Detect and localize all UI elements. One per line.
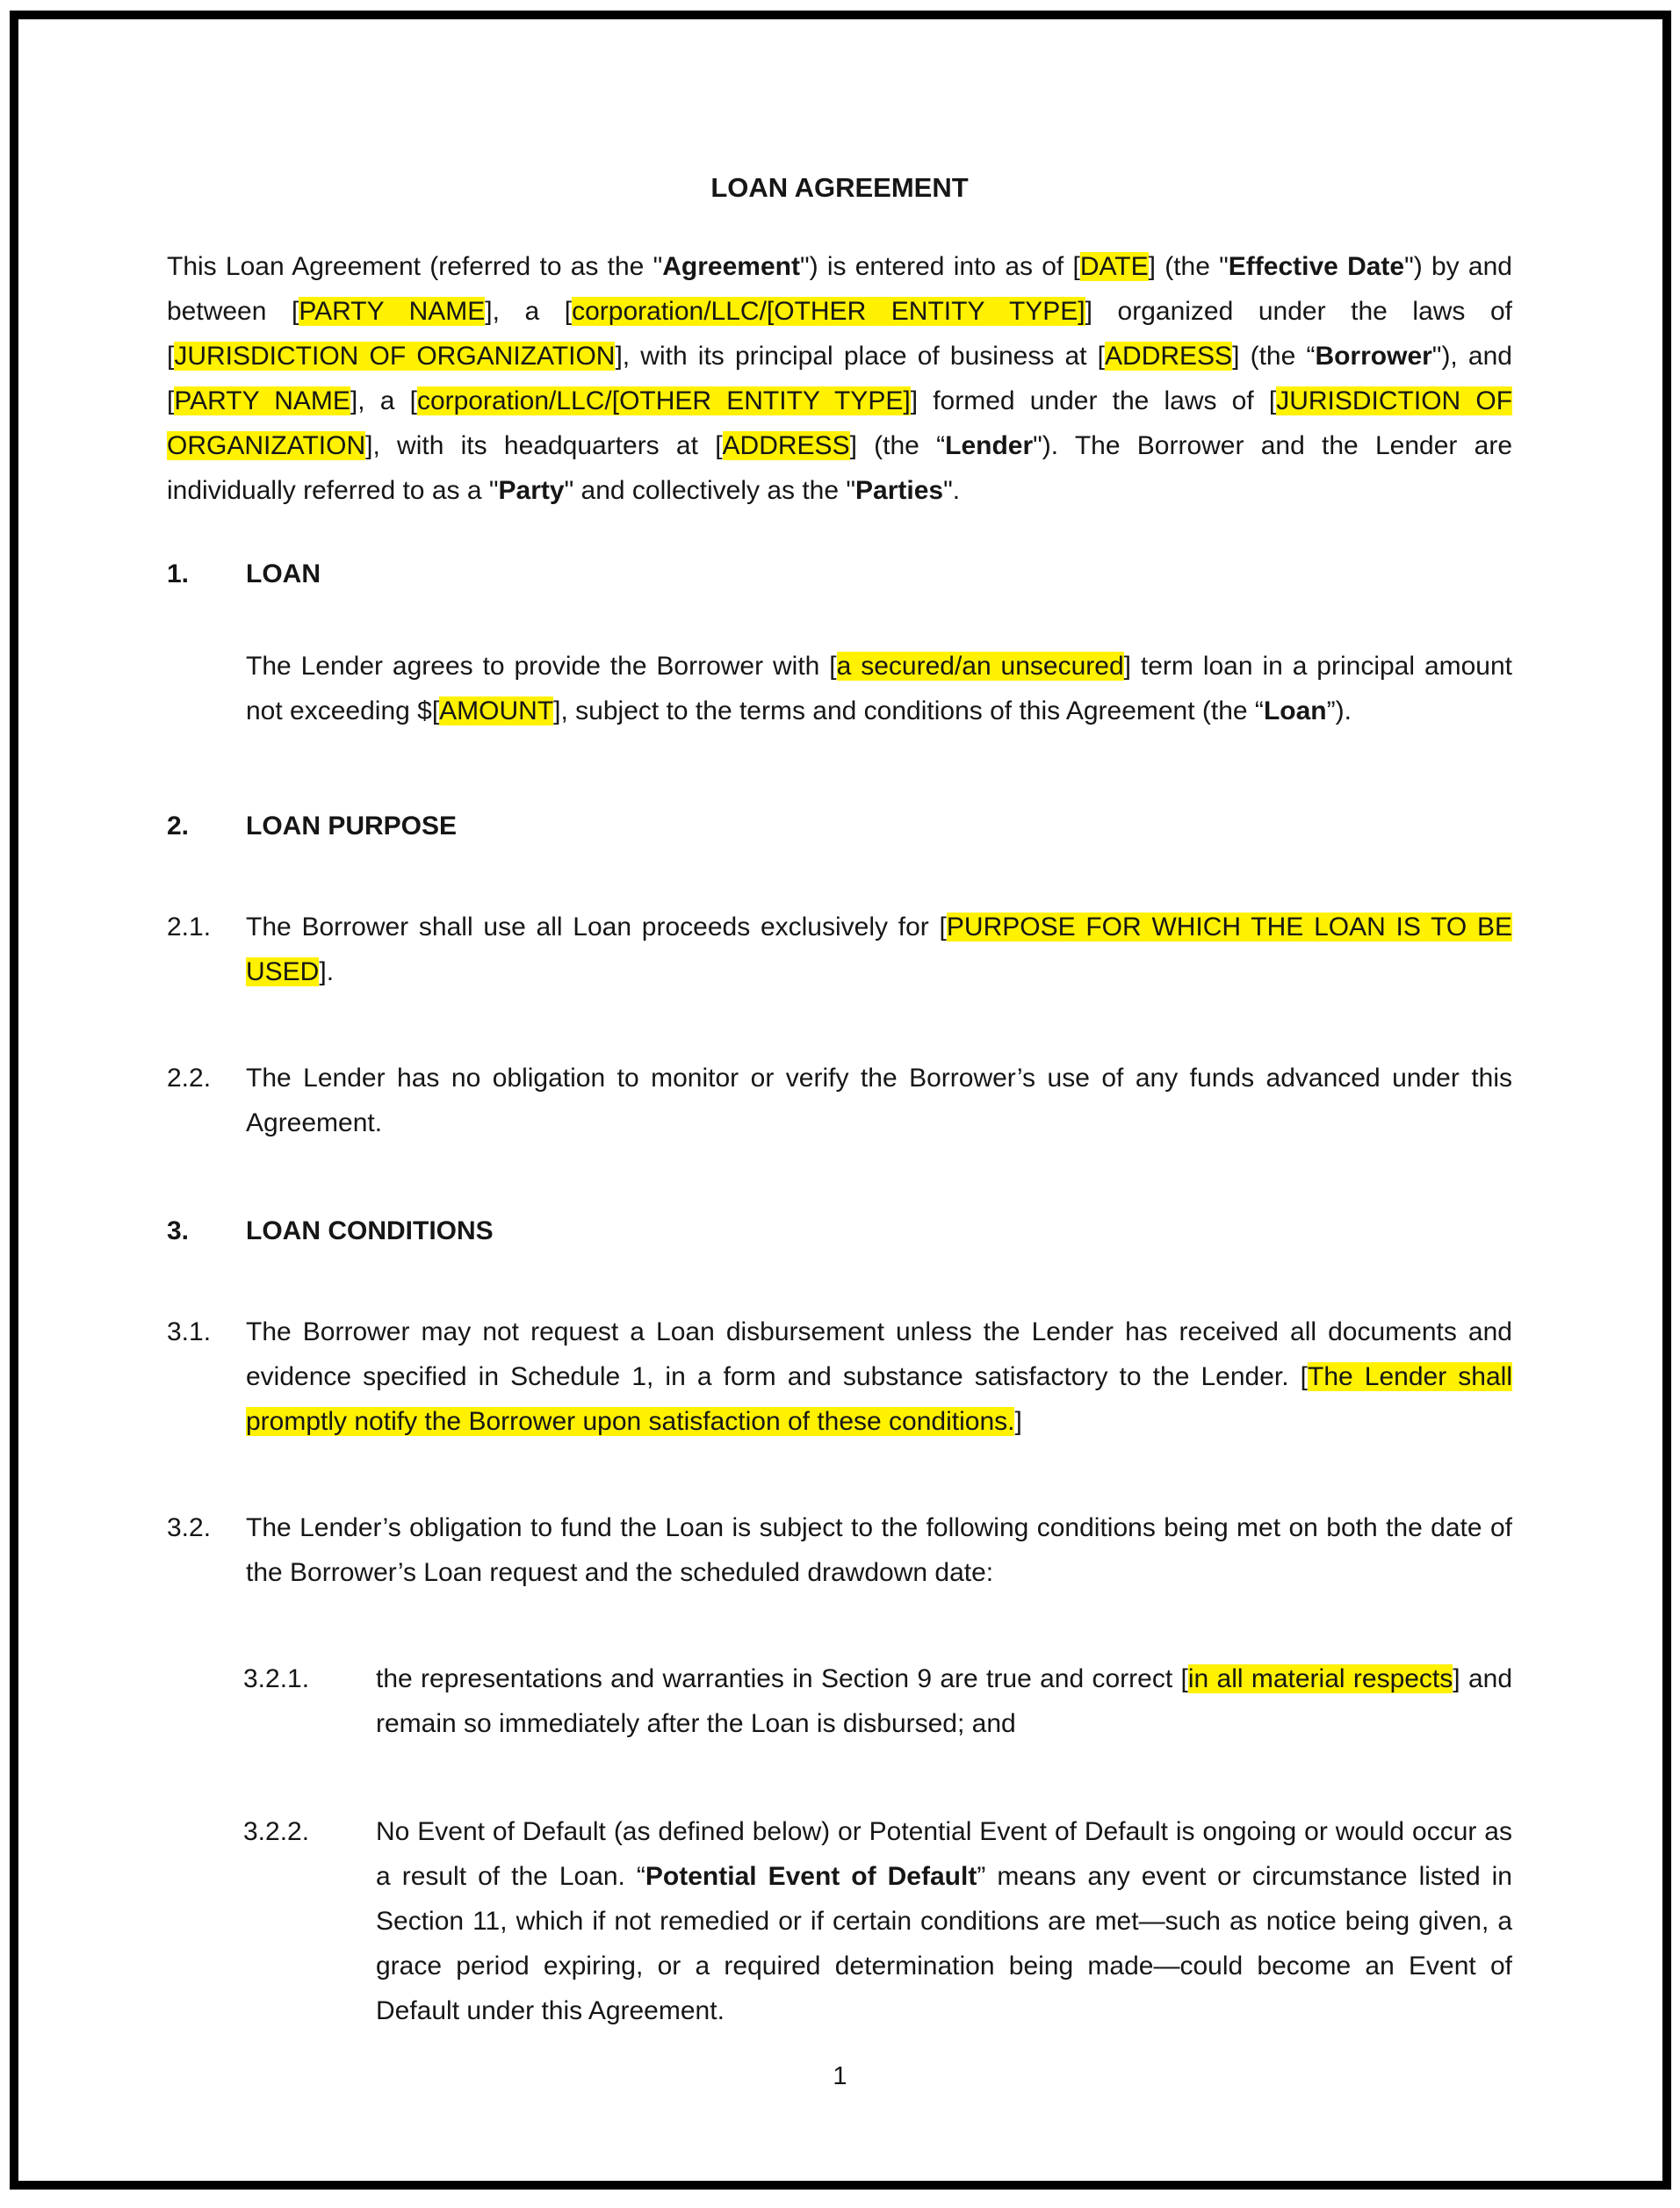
document-content <box>167 0 1512 2033</box>
page-title: LOAN AGREEMENT <box>710 172 969 203</box>
clause-1-body: The Lender agrees to provide the Borrower with [a secured/an unsecured] term loan in a principal amount not exceeding $[AMOUNT], subject to the terms and conditions of this Agreement (the “Loan”). <box>246 652 1513 725</box>
intro-paragraph: This Loan Agreement (referred to as the "Agreement") is entered into as of [DATE] (the "Effective Date") by and between [PARTY NAME], a [corporation/LLC/[OTHER ENTITY TYPE]] organized under the laws of [JURISDICTION OF ORGANIZATION], with its principal place of business at [ADDRESS] (the “Borrower"), and [PARTY NAME], a [corporation/LLC/[OTHER ENTITY TYPE]] formed under the laws of [JURISDICTION OF ORGANIZATION], with its headquarters at [ADDRESS] (the “Lender"). The Borrower and the Lender are individually referred to as a "Party" and collectively as the "Parties". <box>167 252 1513 505</box>
clause-2-1 <box>167 905 1512 994</box>
clause-2-2-number: 2.2. <box>167 1064 212 1093</box>
section-1-heading-text: LOAN <box>246 559 321 588</box>
clause-3-2-2 <box>167 1809 1512 2033</box>
section-3-heading-text: LOAN CONDITIONS <box>246 1216 494 1245</box>
clause-3-2-text: The Lender’s obligation to fund the Loan is subject to the following conditions being met on both the date of the Borrower’s Loan request and the scheduled drawdown date: <box>246 1513 1512 1587</box>
section-2-heading <box>167 804 1512 848</box>
clause-2-2 <box>167 1056 1512 1145</box>
clause-3-1-text: The Borrower may not request a Loan disbursement unless the Lender has received all documents and evidence specified in Schedule 1, in a form and substance satisfactory to the Lender. [The Lender shall promptly notify the Borrower upon satisfaction of these conditions.] <box>246 1317 1512 1436</box>
clause-3-2-number: 3.2. <box>167 1513 212 1542</box>
clause-3-2 <box>167 1505 1512 1595</box>
section-1-heading <box>167 552 1512 596</box>
clause-3-2-1-text: the representations and warranties in Section 9 are true and correct [in all material respects] and remain so immediately after the Loan is disbursed; and <box>376 1664 1513 1738</box>
clause-3-2-1-number: 3.2.1. <box>243 1664 310 1693</box>
section-3-heading <box>167 1209 1512 1253</box>
clause-2-1-number: 2.1. <box>167 913 212 942</box>
section-3-number: 3. <box>167 1216 190 1245</box>
clause-3-2-2-text: No Event of Default (as defined below) or Potential Event of Default is ongoing or would occur as a result of the Loan. “Potential Event of Default” means any event or circumstance listed in Section 11, which if not remedied or if certain conditions are met—such as notice being given, a grace period expiring, or a required determination being made—could become an Event of Default under this Agreement. <box>376 1817 1512 2025</box>
page-number: 1 <box>833 2062 847 2090</box>
section-2-number: 2. <box>167 812 190 841</box>
clause-2-1-text: The Borrower shall use all Loan proceeds exclusively for [PURPOSE FOR WHICH THE LOAN IS TO BE USED]. <box>246 913 1512 986</box>
section-1-number: 1. <box>167 559 190 588</box>
clause-3-2-1 <box>167 1656 1512 1746</box>
clause-3-1 <box>167 1310 1512 1444</box>
clause-3-1-number: 3.1. <box>167 1317 212 1346</box>
clause-2-2-text: The Lender has no obligation to monitor or verify the Borrower’s use of any funds advanced under this Agreement. <box>246 1064 1512 1137</box>
clause-3-2-2-number: 3.2.2. <box>243 1817 310 1846</box>
section-2-heading-text: LOAN PURPOSE <box>246 812 458 841</box>
